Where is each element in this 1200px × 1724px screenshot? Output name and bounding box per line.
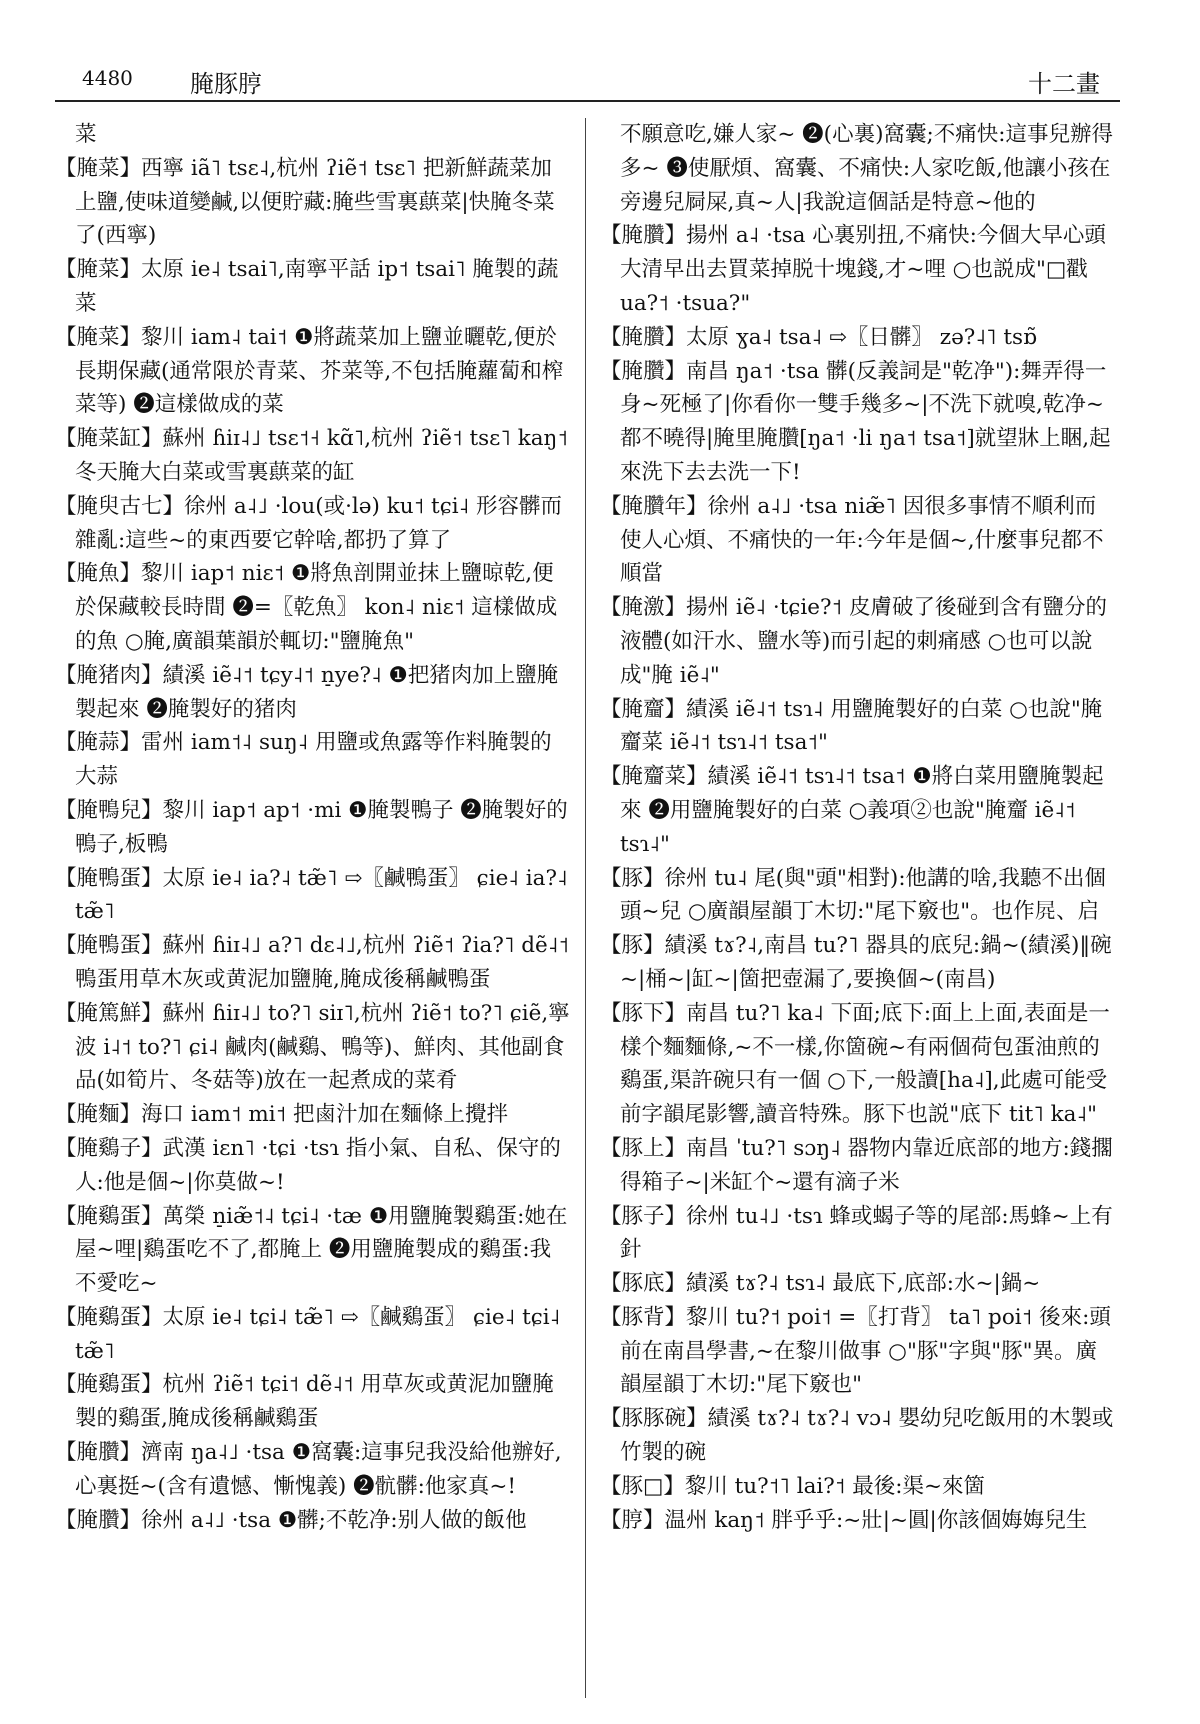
- dictionary-entry: 【腌齏】績溪 iẽ˨˦ tsɿ˨ 用鹽腌製好的白菜 ○也說"腌齏菜 iẽ˨˦ tsɿ˨˦ tsa˦": [600, 696, 1103, 756]
- dictionary-entry: 【腌臢年】徐州 a˨˩ ·tsa niæ̃˥ 因很多事情不順利而使人心煩、不痛快的一年:今年是個~,什麼事兒都不順當: [600, 493, 1104, 587]
- dictionary-entry: 【脝】温州 kaŋ˦ 胖乎乎:~壯|~圓|你該個娒娒兒生: [600, 1507, 1088, 1533]
- dictionary-entry: 【豚】績溪 tɤ?˨,南昌 tu?˥ 器具的底兒:鍋~(績溪)‖碗~|桶~|缸~|箇把壺漏了,要換個~(南昌): [600, 933, 1112, 992]
- page-header: [55, 60, 1120, 102]
- column-divider: [585, 118, 586, 1698]
- dictionary-entry: 【腌臾古七】徐州 a˨˩ ·lou(或·lə) ku˦ tɕi˨ 形容髒而雜亂:這些~的東西要它幹啥,都扔了算了: [55, 493, 563, 553]
- dictionary-entry: 【腌魚】黎川 iap˦ niɛ˦ ❶將魚剖開並抹上鹽晾乾,便於保藏較長時間 ❷=〖乾魚〗 kon˨ niɛ˦ 這樣做成的魚 ○腌,廣韻葉韻於輒切:"鹽腌魚": [55, 561, 558, 654]
- dictionary-entry: 【豚豚碗】績溪 tɤ?˨ tɤ?˨ vɔ˨ 嬰幼兒吃飯用的木製或竹製的碗: [600, 1406, 1114, 1466]
- dictionary-entry: 【腌麵】海口 iam˦ mi˦ 把鹵汁加在麵條上攪拌: [55, 1102, 509, 1128]
- dictionary-entry: 【腌猪肉】績溪 iẽ˨˦ tɕy˨˦ n̠ye?˨ ❶把猪肉加上鹽腌製起來 ❷腌製好的猪肉: [55, 662, 559, 722]
- dictionary-entry: 【腌鴨兒】黎川 iap˦ ap˦ ·mi ❶腌製鴨子 ❷腌製好的鴨子,板鴨: [55, 797, 568, 857]
- dictionary-entry: 【豚□】黎川 tu?˦˥ lai?˦ 最後:渠~來箇: [600, 1473, 985, 1499]
- dictionary-entry: 【腌臢】徐州 a˨˩ ·tsa ❶髒;不乾净:别人做的飯他: [55, 1507, 527, 1533]
- dictionary-entry: 【腌鷄蛋】太原 ie˨ tɕi˨ tæ̃˥ ⇨〖鹹鷄蛋〗 ɕie˨ tɕi˨ tæ̃˥: [55, 1304, 561, 1364]
- dictionary-entry: 菜: [75, 122, 97, 147]
- dictionary-entry: 【腌菜缸】蘇州 ɦiɪ˨˩ tsɛ˦˧ kɑ̃˥,杭州 ʔiẽ˦ tsɛ˥ kaŋ˦ 冬天腌大白菜或雪裏蕻菜的缸: [55, 426, 568, 485]
- dictionary-entry: 【腌菜】西寧 iã˥ tsɛ˨,杭州 ʔiẽ˦ tsɛ˥ 把新鮮蔬菜加上鹽,使味道變鹹,以便貯藏:腌些雪裏蕻菜|快腌冬菜了(西寧): [55, 155, 555, 249]
- dictionary-entry: 【豚底】績溪 tɤ?˨ tsɿ˨ 最底下,底部:水~|鍋~: [600, 1271, 1041, 1297]
- dictionary-entry: 【腌篤鮮】蘇州 ɦiɪ˨˩ to?˥ siɪ˥,杭州 ʔiẽ˦ to?˥ ɕiẽ,寧波 i˨˦ to?˥ ɕi˨ 鹹肉(鹹鷄、鴨等)、鮮肉、其他副食品(如筍片、冬菇等)放在一起煮成的菜肴: [55, 1000, 570, 1094]
- dictionary-entry: 【腌菜】太原 ie˨ tsai˥,南寧平話 ip˦ tsai˥ 腌製的蔬菜: [55, 257, 559, 316]
- dictionary-entry: 【腌鷄子】武漢 iɛn˥ ·tɕi ·tsɿ 指小氣、自私、保守的人:他是個~|你莫做~!: [55, 1135, 561, 1195]
- dictionary-entry: 不願意吃,嫌人家~ ❷(心裏)窩囊;不痛快:這事兒辦得多~ ❸使厭煩、窩囊、不痛快:人家吃飯,他讓小孩在旁邊兒屙屎,真~人|我說這個話是特意~他的: [620, 122, 1113, 215]
- dictionary-entry: 【腌鷄蛋】萬榮 n̠iæ̃˦˨ tɕi˨ ·tæ ❶用鹽腌製鷄蛋:她在屋~哩|鷄蛋吃不了,都腌上 ❷用鹽腌製成的鷄蛋:我不愛吃~: [55, 1203, 568, 1297]
- page-number: 4480: [82, 66, 133, 90]
- dictionary-entry: 【腌鷄蛋】杭州 ʔiẽ˦ tɕi˦ dẽ˨˦ 用草灰或黄泥加鹽腌製的鷄蛋,腌成後稱鹹鷄蛋: [55, 1372, 554, 1432]
- dictionary-entry: 【腌齏菜】績溪 iẽ˨˦ tsɿ˨˦ tsa˦ ❶將白菜用鹽腌製起來 ❷用鹽腌製好的白菜 ○義項②也說"腌齏 iẽ˨˦ tsɿ˨": [600, 764, 1104, 857]
- dictionary-entry: 【豚】徐州 tu˨ 尾(與"頭"相對):他講的啥,我聽不出個頭~兒 ○廣韻屋韻丁木切:"尾下竅也"。也作𡱂、启: [600, 865, 1106, 925]
- left-column: [55, 118, 570, 1537]
- dictionary-entry: 【腌臢】濟南 ŋa˨˩ ·tsa ❶窩囊:這事兒我没給他辦好,心裏挺~(含有遺憾、慚愧義) ❷骯髒:他家真~!: [55, 1440, 562, 1499]
- dictionary-entry: 【腌蒜】雷州 iam˦˨ suŋ˨ 用鹽或魚露等作料腌製的大蒜: [55, 730, 552, 790]
- dictionary-entry: 【豚子】徐州 tu˨˩ ·tsɿ 蜂或蝎子等的尾部:馬蜂~上有針: [600, 1203, 1113, 1263]
- running-headwords: 腌豚脝: [190, 70, 262, 98]
- dictionary-entry: 【豚背】黎川 tu?˦ poi˦ =〖打背〗 ta˥ poi˦ 後來:頭前在南昌學書,~在黎川做事 ○"豚"字與"豚"異。廣韻屋韻丁木切:"尾下竅也": [600, 1304, 1111, 1398]
- dictionary-entry: 【腌鴨蛋】太原 ie˨ ia?˨ tæ̃˥ ⇨〖鹹鴨蛋〗 ɕie˨ ia?˨ tæ̃˥: [55, 865, 568, 925]
- dictionary-entry: 【腌臢】太原 ɣa˨ tsa˨ ⇨〖日髒〗 zə?˨˥ tsɒ̃: [600, 324, 1037, 350]
- dictionary-entry: 【豚下】南昌 tu?˥ ka˨ 下面;底下:面上上面,表面是一樣个麵麵條,~不一樣,你箇碗~有兩個荷包蛋油煎的鷄蛋,渠許碗只有一個 ○下,一般讀[ha˨],此處可能受前字韻尾影響,讀音特殊。豚下也説"底下 tit˥ ka˨": [600, 1000, 1110, 1128]
- dictionary-entry: 【豚上】南昌 ˈtu?˥ sɔŋ˨ 器物内靠近底部的地方:錢擱得箱子~|米缸个~還有滴子米: [600, 1135, 1113, 1195]
- dictionary-entry: 【腌激】揚州 iẽ˨ ·tɕie?˦ 皮膚破了後碰到含有鹽分的液體(如汗水、鹽水等)而引起的刺痛感 ○也可以說成"腌 iẽ˨": [600, 595, 1107, 688]
- dictionary-entry: 【腌菜】黎川 iam˨ tai˦ ❶將蔬菜加上鹽並曬乾,便於長期保藏(通常限於青菜、芥菜等,不包括腌蘿蔔和榨菜等) ❷這樣做成的菜: [55, 324, 564, 418]
- dictionary-entry: 【腌鴨蛋】蘇州 ɦiɪ˨˩ a?˥ dɛ˨˩,杭州 ʔiẽ˦ ʔia?˥ dẽ˨˦ 鴨蛋用草木灰或黄泥加鹽腌,腌成後稱鹹鴨蛋: [55, 933, 569, 992]
- dictionary-entry: 【腌臢】南昌 ŋa˦ ·tsa 髒(反義詞是"乾净"):舞弄得一身~死極了|你看你一雙手幾多~|不洗下就嗅,乾净~都不曉得|腌里腌臢[ŋa˦ ·li ŋa˦ tsa˦]就望牀上睏,起來洗下去去洗一下!: [600, 358, 1111, 485]
- right-column: [600, 118, 1115, 1537]
- dictionary-entry: 【腌臢】揚州 a˨ ·tsa 心裏别扭,不痛快:今個大早心頭大清早出去買菜掉脱十塊錢,才~哩 ○也説成"□戳 ua?˦ ·tsua?": [600, 223, 1106, 316]
- section-title: 十二畫: [1028, 70, 1100, 98]
